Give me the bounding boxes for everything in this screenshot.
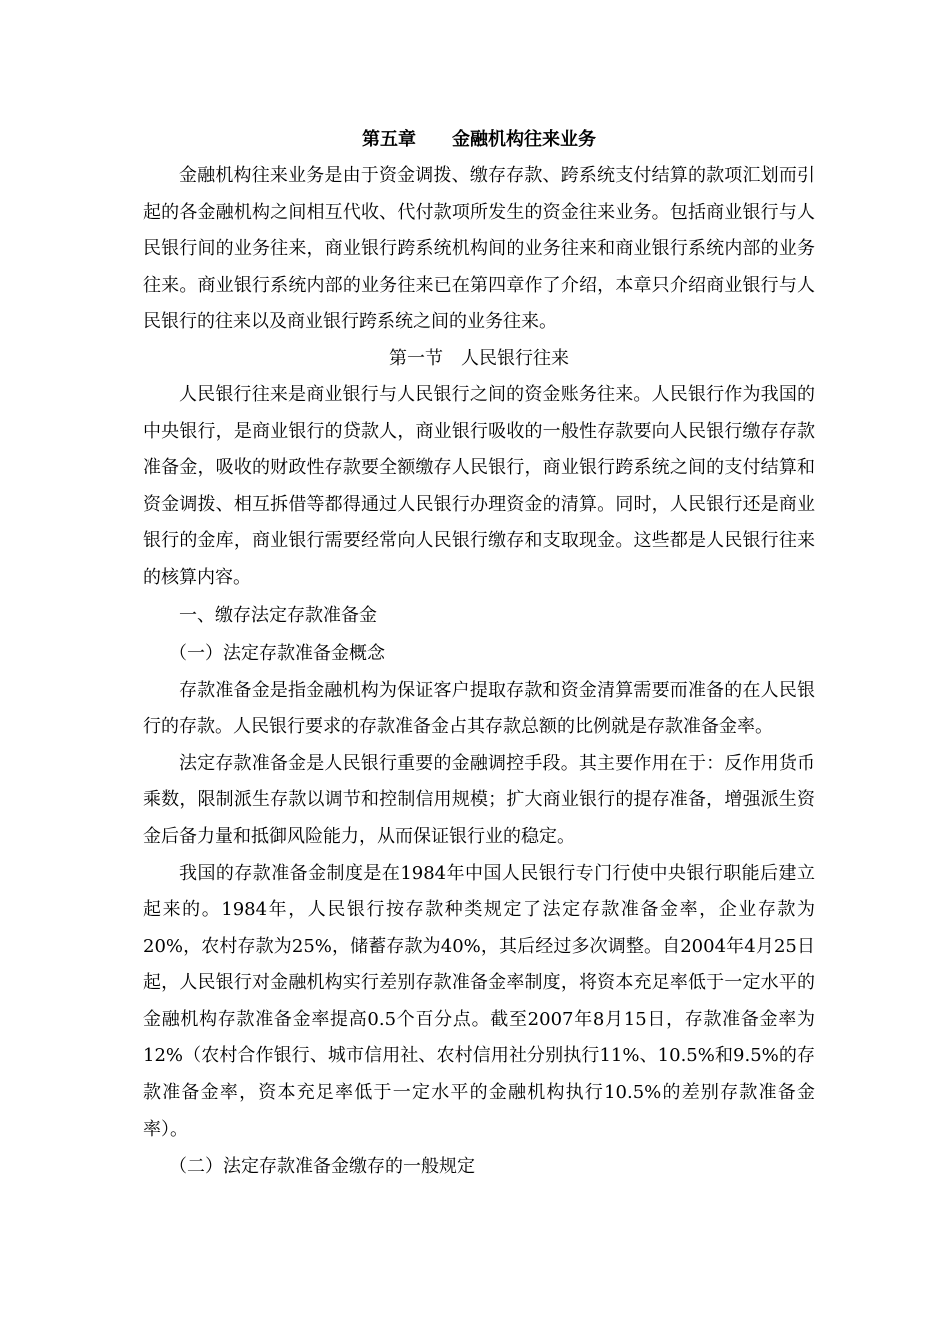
- heading-reserve: 一、缴存法定存款准备金: [179, 604, 377, 626]
- document-body: [143, 125, 815, 1186]
- history-paragraph: 我国的存款准备金制度是在1984年中国人民银行专门行使中央银行职能后建立起来的。1984年，人民银行按存款种类规定了法定存款准备金率，企业存款为20%，农村存款为25%，储蓄存款为40%，其后经过多次调整。自2004年4月25日起，人民银行对金融机构实行差别存款准备金率制度，将资本充足率低于一定水平的金融机构存款准备金率提高0.5个百分点。截至2007年8月15日，存款准备金率为12%（农村合作银行、城市信用社、农村信用社分别执行11%、10.5%和9.5%的存款准备金率，资本充足率低于一定水平的金融机构执行10.5%的差别存款准备金率）。: [143, 862, 815, 1140]
- concept-paragraph: 存款准备金是指金融机构为保证客户提取存款和资金清算需要而准备的在人民银行的存款。人民银行要求的存款准备金占其存款总额的比例就是存款准备金率。: [143, 679, 815, 738]
- intro-paragraph: 金融机构往来业务是由于资金调拨、缴存存款、跨系统支付结算的款项汇划而引起的各金融机构之间相互代收、代付款项所发生的资金往来业务。包括商业银行与人民银行间的业务往来，商业银行跨系统机构间的业务往来和商业银行系统内部的业务往来。商业银行系统内部的业务往来已在第四章作了介绍，本章只介绍商业银行与人民银行的往来以及商业银行跨系统之间的业务往来。: [143, 165, 815, 333]
- section-paragraph: 人民银行往来是商业银行与人民银行之间的资金账务往来。人民银行作为我国的中央银行，是商业银行的贷款人，商业银行吸收的一般性存款要向人民银行缴存存款准备金，吸收的财政性存款要全额缴存人民银行，商业银行跨系统之间的支付结算和资金调拨、相互拆借等都得通过人民银行办理资金的清算。同时，人民银行还是商业银行的金库，商业银行需要经常向人民银行缴存和支取现金。这些都是人民银行往来的核算内容。: [143, 383, 815, 588]
- role-paragraph: 法定存款准备金是人民银行重要的金融调控手段。其主要作用在于：反作用货币乘数，限制派生存款以调节和控制信用规模；扩大商业银行的提存准备，增强派生资金后备力量和抵御风险能力，从而保证银行业的稳定。: [143, 752, 815, 847]
- heading-reserve-concept: （一）法定存款准备金概念: [169, 642, 385, 664]
- chapter-title: 第五章 金融机构往来业务: [362, 129, 596, 150]
- section-title: 第一节 人民银行往来: [389, 347, 569, 369]
- heading-reserve-rules: （二）法定存款准备金缴存的一般规定: [169, 1156, 475, 1178]
